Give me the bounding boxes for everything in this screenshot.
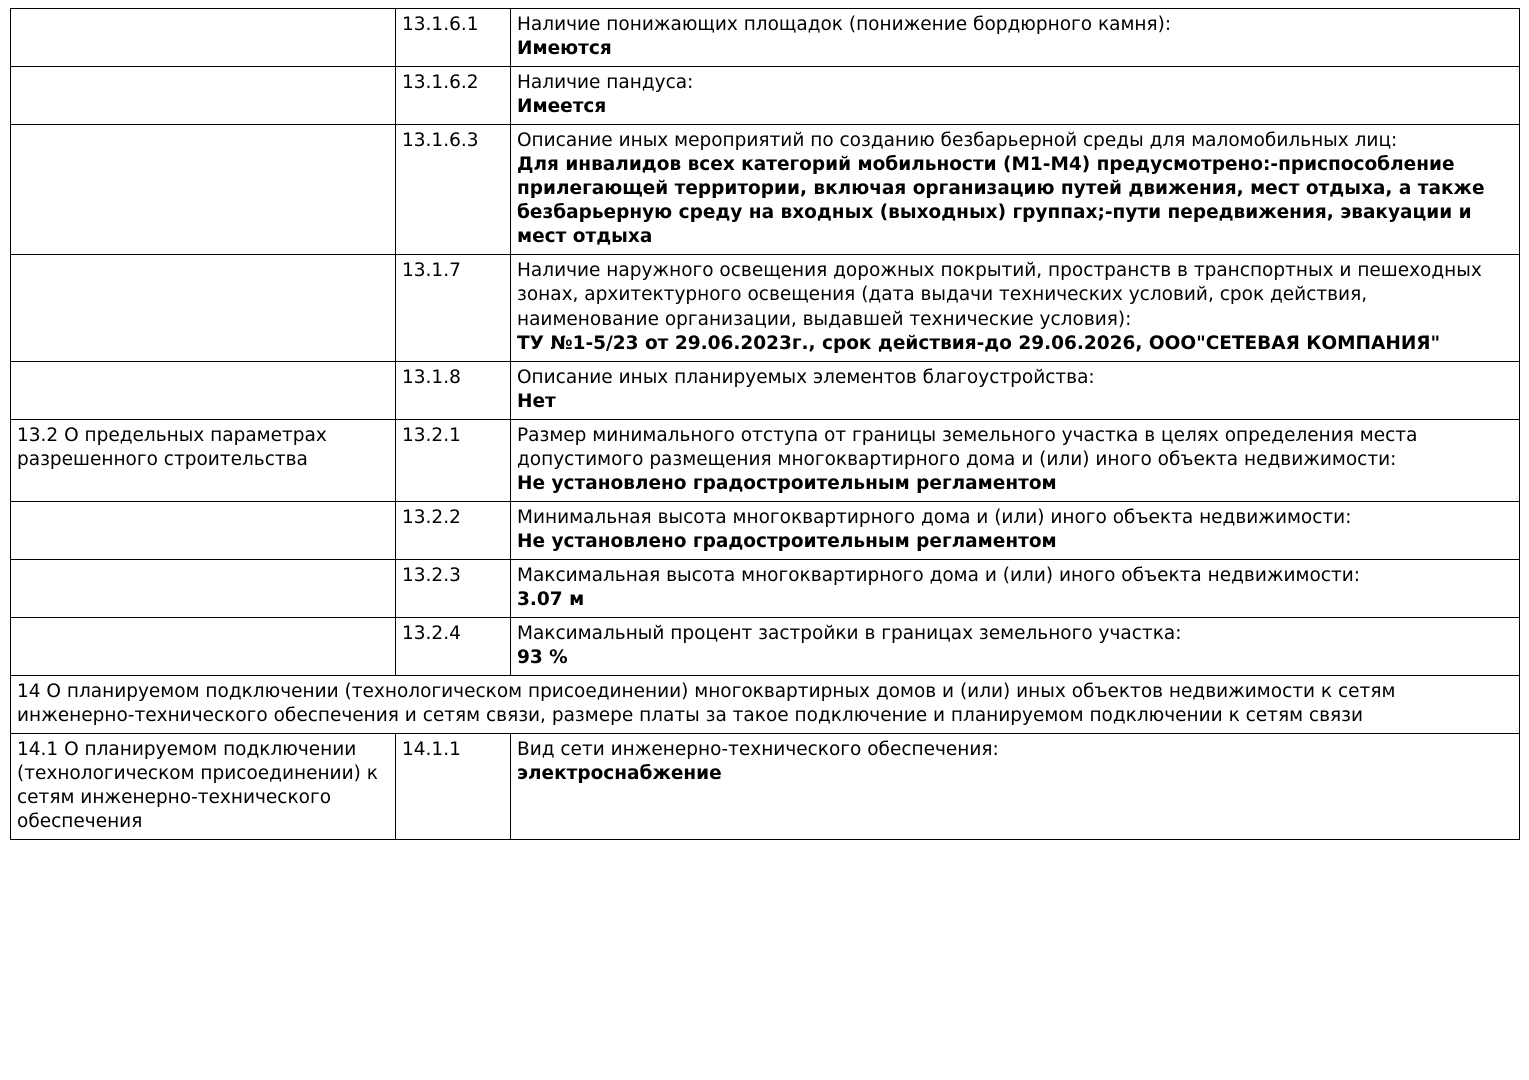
row-number: 13.1.7 — [396, 255, 511, 361]
row-section-label: 14.1 О планируемом подключении (технологическом присоединении) к сетям инженерно-технического обеспечения — [11, 734, 396, 840]
row-label: Размер минимального отступа от границы земельного участка в целях определения места допустимого размещения многоквартирного дома и (или) иного объекта недвижимости: — [517, 424, 1418, 470]
table-row — [11, 67, 1520, 125]
row-content — [511, 125, 1520, 255]
row-label: Наличие пандуса: — [517, 72, 694, 94]
table-row — [11, 419, 1520, 501]
row-label: Максимальная высота многоквартирного дома и (или) иного объекта недвижимости: — [517, 564, 1361, 586]
table-row — [11, 559, 1520, 617]
row-label: Описание иных планируемых элементов благоустройства: — [517, 366, 1095, 388]
row-content — [511, 361, 1520, 419]
row-value: Нет — [517, 390, 556, 412]
row-content — [511, 501, 1520, 559]
row-number: 13.2.4 — [396, 618, 511, 676]
row-value: Не установлено градостроительным регламентом — [517, 472, 1057, 494]
row-label: Минимальная высота многоквартирного дома и (или) иного объекта недвижимости: — [517, 506, 1352, 528]
row-section-label — [11, 9, 396, 67]
table-row — [11, 361, 1520, 419]
row-value: Имеются — [517, 38, 612, 60]
table-row — [11, 501, 1520, 559]
row-content — [511, 734, 1520, 840]
table-row — [11, 618, 1520, 676]
row-content — [511, 559, 1520, 617]
row-label: Наличие понижающих площадок (понижение бордюрного камня): — [517, 14, 1172, 35]
row-value: электроснабжение — [517, 763, 722, 785]
row-label: Описание иных мероприятий по созданию безбарьерной среды для маломобильных лиц: — [517, 130, 1398, 152]
row-section-label: 13.2 О предельных параметрах разрешенного строительства — [11, 419, 396, 501]
row-number: 14.1.1 — [396, 734, 511, 840]
row-number: 13.1.6.1 — [396, 9, 511, 67]
row-section-label — [11, 361, 396, 419]
table-row — [11, 255, 1520, 361]
row-value: 93 % — [517, 647, 568, 669]
row-content — [511, 255, 1520, 361]
row-number: 13.1.6.2 — [396, 67, 511, 125]
table-row — [11, 734, 1520, 840]
row-section-label — [11, 67, 396, 125]
row-section-label — [11, 125, 396, 255]
row-value: ТУ №1-5/23 от 29.06.2023г., срок действия-до 29.06.2026, ООО"СЕТЕВАЯ КОМПАНИЯ" — [517, 332, 1441, 354]
row-label: Вид сети инженерно-технического обеспечения: — [517, 739, 999, 761]
row-content — [511, 9, 1520, 67]
row-content — [511, 419, 1520, 501]
row-value: Не установлено градостроительным регламентом — [517, 530, 1057, 552]
row-section-label — [11, 618, 396, 676]
row-content — [511, 67, 1520, 125]
row-value: Для инвалидов всех категорий мобильности (М1-М4) предусмотрено:-приспособление прилегающей территории, включая организацию путей движения, мест отдыха, а также безбарьерную среду на входных (выходных) группах;-пути передвижения, эвакуации и мест отдыха — [517, 154, 1485, 248]
table-section-header-row — [11, 676, 1520, 734]
row-number: 13.2.1 — [396, 419, 511, 501]
row-number: 13.1.8 — [396, 361, 511, 419]
row-number: 13.2.3 — [396, 559, 511, 617]
row-number: 13.2.2 — [396, 501, 511, 559]
section-header: 14 О планируемом подключении (технологическом присоединении) многоквартирных домов и (или) иных объектов недвижимости к сетям инженерно-технического обеспечения и сетям связи, размере платы за такое подключение и планируемом подключении к сетям связи — [11, 676, 1520, 734]
row-content — [511, 618, 1520, 676]
row-number: 13.1.6.3 — [396, 125, 511, 255]
row-value: 3.07 м — [517, 588, 585, 610]
row-label: Наличие наружного освещения дорожных покрытий, пространств в транспортных и пешеходных зонах, архитектурного освещения (дата выдачи технических условий, срок действия, наименование организации, выдавшей технические условия): — [517, 260, 1482, 330]
row-label: Максимальный процент застройки в границах земельного участка: — [517, 623, 1182, 645]
row-section-label — [11, 501, 396, 559]
table-row — [11, 9, 1520, 67]
project-declaration-table — [10, 8, 1520, 840]
row-value: Имеется — [517, 96, 607, 118]
row-section-label — [11, 255, 396, 361]
row-section-label — [11, 559, 396, 617]
table-row — [11, 125, 1520, 255]
